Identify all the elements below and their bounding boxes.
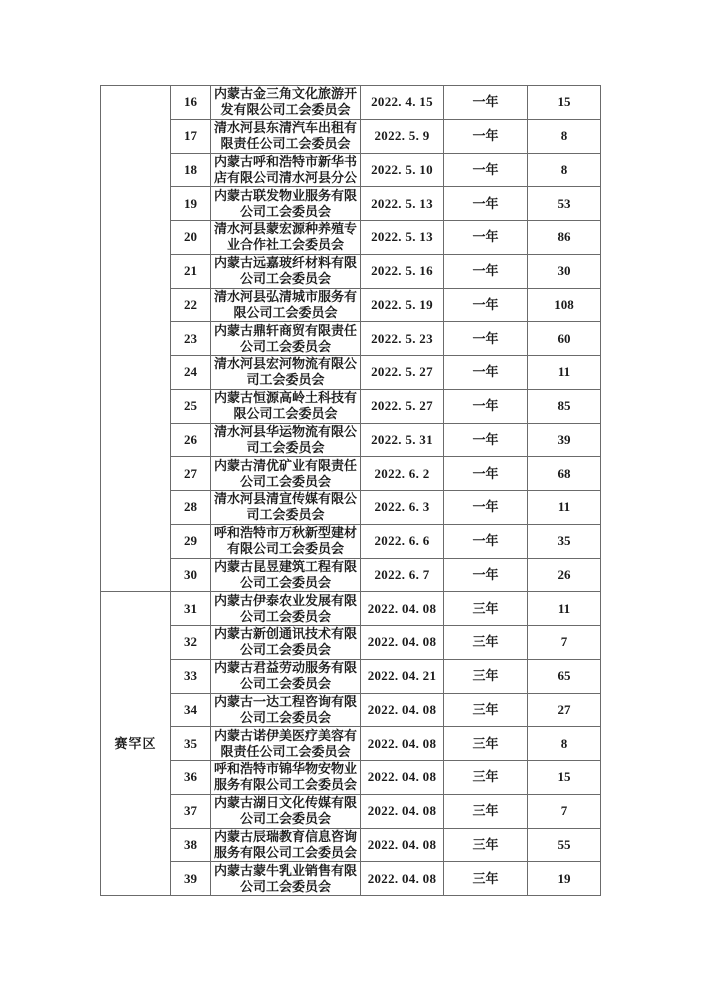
date-cell: 2022. 04. 08 xyxy=(361,592,444,626)
date-cell: 2022. 6. 6 xyxy=(361,524,444,558)
row-number-cell: 22 xyxy=(171,288,211,322)
org-name-cell: 清水河县清宣传媒有限公司工会委员会 xyxy=(211,491,361,525)
row-number-cell: 23 xyxy=(171,322,211,356)
date-cell: 2022. 04. 08 xyxy=(361,794,444,828)
date-cell: 2022. 6. 2 xyxy=(361,457,444,491)
member-count-cell: 7 xyxy=(528,626,601,660)
term-cell: 一年 xyxy=(444,288,528,322)
term-cell: 一年 xyxy=(444,322,528,356)
table-row xyxy=(101,254,601,288)
row-number-cell: 21 xyxy=(171,254,211,288)
org-name-cell: 内蒙古湖日文化传媒有限公司工会委员会 xyxy=(211,794,361,828)
row-number-cell: 29 xyxy=(171,524,211,558)
term-cell: 三年 xyxy=(444,727,528,761)
row-number-cell: 26 xyxy=(171,423,211,457)
member-count-cell: 85 xyxy=(528,389,601,423)
term-cell: 一年 xyxy=(444,423,528,457)
row-number-cell: 18 xyxy=(171,153,211,187)
member-count-cell: 60 xyxy=(528,322,601,356)
date-cell: 2022. 04. 21 xyxy=(361,659,444,693)
member-count-cell: 7 xyxy=(528,794,601,828)
date-cell: 2022. 5. 13 xyxy=(361,187,444,221)
date-cell: 2022. 5. 9 xyxy=(361,119,444,153)
org-name-cell: 呼和浩特市万秋新型建材有限公司工会委员会 xyxy=(211,524,361,558)
row-number-cell: 38 xyxy=(171,828,211,862)
org-name-cell: 清水河县华运物流有限公司工会委员会 xyxy=(211,423,361,457)
table-row xyxy=(101,491,601,525)
row-number-cell: 35 xyxy=(171,727,211,761)
date-cell: 2022. 5. 23 xyxy=(361,322,444,356)
member-count-cell: 86 xyxy=(528,221,601,255)
org-name-cell: 内蒙古远嘉玻纤材料有限公司工会委员会 xyxy=(211,254,361,288)
term-cell: 一年 xyxy=(444,187,528,221)
member-count-cell: 8 xyxy=(528,727,601,761)
member-count-cell: 15 xyxy=(528,86,601,120)
member-count-cell: 35 xyxy=(528,524,601,558)
term-cell: 一年 xyxy=(444,558,528,592)
table-row xyxy=(101,322,601,356)
date-cell: 2022. 5. 27 xyxy=(361,389,444,423)
term-cell: 三年 xyxy=(444,626,528,660)
row-number-cell: 19 xyxy=(171,187,211,221)
member-count-cell: 8 xyxy=(528,119,601,153)
term-cell: 一年 xyxy=(444,356,528,390)
table-row xyxy=(101,356,601,390)
term-cell: 一年 xyxy=(444,153,528,187)
date-cell: 2022. 5. 31 xyxy=(361,423,444,457)
date-cell: 2022. 04. 08 xyxy=(361,693,444,727)
term-cell: 一年 xyxy=(444,119,528,153)
org-name-cell: 内蒙古鼎轩商贸有限责任公司工会委员会 xyxy=(211,322,361,356)
row-number-cell: 28 xyxy=(171,491,211,525)
row-number-cell: 30 xyxy=(171,558,211,592)
org-name-cell: 内蒙古君益劳动服务有限公司工会委员会 xyxy=(211,659,361,693)
row-number-cell: 20 xyxy=(171,221,211,255)
date-cell: 2022. 04. 08 xyxy=(361,828,444,862)
table-row xyxy=(101,794,601,828)
org-name-cell: 清水河县蒙宏源种养殖专业合作社工会委员会 xyxy=(211,221,361,255)
term-cell: 三年 xyxy=(444,794,528,828)
org-name-cell: 内蒙古恒源高岭土科技有限公司工会委员会 xyxy=(211,389,361,423)
date-cell: 2022. 04. 08 xyxy=(361,727,444,761)
member-count-cell: 53 xyxy=(528,187,601,221)
date-cell: 2022. 6. 3 xyxy=(361,491,444,525)
member-count-cell: 27 xyxy=(528,693,601,727)
row-number-cell: 27 xyxy=(171,457,211,491)
org-name-cell: 内蒙古联发物业服务有限公司工会委员会 xyxy=(211,187,361,221)
term-cell: 一年 xyxy=(444,86,528,120)
row-number-cell: 34 xyxy=(171,693,211,727)
org-name-cell: 内蒙古一达工程咨询有限公司工会委员会 xyxy=(211,693,361,727)
member-count-cell: 30 xyxy=(528,254,601,288)
member-count-cell: 26 xyxy=(528,558,601,592)
date-cell: 2022. 04. 08 xyxy=(361,862,444,896)
org-name-cell: 清水河县宏河物流有限公司工会委员会 xyxy=(211,356,361,390)
row-number-cell: 36 xyxy=(171,761,211,795)
member-count-cell: 65 xyxy=(528,659,601,693)
table-row xyxy=(101,288,601,322)
member-count-cell: 39 xyxy=(528,423,601,457)
term-cell: 三年 xyxy=(444,862,528,896)
member-count-cell: 108 xyxy=(528,288,601,322)
term-cell: 三年 xyxy=(444,659,528,693)
date-cell: 2022. 5. 27 xyxy=(361,356,444,390)
date-cell: 2022. 04. 08 xyxy=(361,626,444,660)
member-count-cell: 19 xyxy=(528,862,601,896)
table-row xyxy=(101,862,601,896)
table-row xyxy=(101,761,601,795)
term-cell: 一年 xyxy=(444,389,528,423)
row-number-cell: 39 xyxy=(171,862,211,896)
date-cell: 2022. 5. 19 xyxy=(361,288,444,322)
table-row xyxy=(101,119,601,153)
table-row xyxy=(101,221,601,255)
org-name-cell: 内蒙古辰瑞教育信息咨询服务有限公司工会委员会 xyxy=(211,828,361,862)
term-cell: 一年 xyxy=(444,457,528,491)
date-cell: 2022. 6. 7 xyxy=(361,558,444,592)
member-count-cell: 11 xyxy=(528,592,601,626)
org-name-cell: 内蒙古蒙牛乳业销售有限公司工会委员会 xyxy=(211,862,361,896)
term-cell: 一年 xyxy=(444,221,528,255)
row-number-cell: 37 xyxy=(171,794,211,828)
date-cell: 2022. 5. 16 xyxy=(361,254,444,288)
member-count-cell: 15 xyxy=(528,761,601,795)
date-cell: 2022. 4. 15 xyxy=(361,86,444,120)
row-number-cell: 32 xyxy=(171,626,211,660)
table-row xyxy=(101,423,601,457)
row-number-cell: 33 xyxy=(171,659,211,693)
region-cell: 赛罕区 xyxy=(101,592,171,896)
org-name-cell: 内蒙古诺伊美医疗美容有限责任公司工会委员会 xyxy=(211,727,361,761)
table-row xyxy=(101,457,601,491)
term-cell: 三年 xyxy=(444,828,528,862)
term-cell: 一年 xyxy=(444,524,528,558)
member-count-cell: 68 xyxy=(528,457,601,491)
table-row xyxy=(101,727,601,761)
row-number-cell: 16 xyxy=(171,86,211,120)
term-cell: 三年 xyxy=(444,693,528,727)
org-name-cell: 内蒙古新创通讯技术有限公司工会委员会 xyxy=(211,626,361,660)
term-cell: 三年 xyxy=(444,761,528,795)
org-name-cell: 内蒙古昆昱建筑工程有限公司工会委员会 xyxy=(211,558,361,592)
org-name-cell: 内蒙古呼和浩特市新华书店有限公司清水河县分公 xyxy=(211,153,361,187)
table-row xyxy=(101,693,601,727)
org-name-cell: 呼和浩特市锦华物安物业服务有限公司工会委员会 xyxy=(211,761,361,795)
row-number-cell: 31 xyxy=(171,592,211,626)
table-row xyxy=(101,592,601,626)
member-count-cell: 11 xyxy=(528,491,601,525)
member-count-cell: 8 xyxy=(528,153,601,187)
date-cell: 2022. 5. 10 xyxy=(361,153,444,187)
term-cell: 三年 xyxy=(444,592,528,626)
row-number-cell: 17 xyxy=(171,119,211,153)
table-row xyxy=(101,524,601,558)
org-name-cell: 内蒙古清优矿业有限责任公司工会委员会 xyxy=(211,457,361,491)
org-name-cell: 清水河县东清汽车出租有限责任公司工会委员会 xyxy=(211,119,361,153)
member-count-cell: 11 xyxy=(528,356,601,390)
region-cell xyxy=(101,86,171,592)
table-row xyxy=(101,558,601,592)
table-row xyxy=(101,187,601,221)
table-row xyxy=(101,86,601,120)
table-row xyxy=(101,659,601,693)
table-row xyxy=(101,389,601,423)
table-row xyxy=(101,153,601,187)
union-registration-table xyxy=(100,85,601,896)
date-cell: 2022. 5. 13 xyxy=(361,221,444,255)
table-row xyxy=(101,626,601,660)
row-number-cell: 25 xyxy=(171,389,211,423)
org-name-cell: 清水河县弘清城市服务有限公司工会委员会 xyxy=(211,288,361,322)
term-cell: 一年 xyxy=(444,491,528,525)
org-name-cell: 内蒙古伊泰农业发展有限公司工会委员会 xyxy=(211,592,361,626)
term-cell: 一年 xyxy=(444,254,528,288)
member-count-cell: 55 xyxy=(528,828,601,862)
date-cell: 2022. 04. 08 xyxy=(361,761,444,795)
org-name-cell: 内蒙古金三角文化旅游开发有限公司工会委员会 xyxy=(211,86,361,120)
table-row xyxy=(101,828,601,862)
row-number-cell: 24 xyxy=(171,356,211,390)
